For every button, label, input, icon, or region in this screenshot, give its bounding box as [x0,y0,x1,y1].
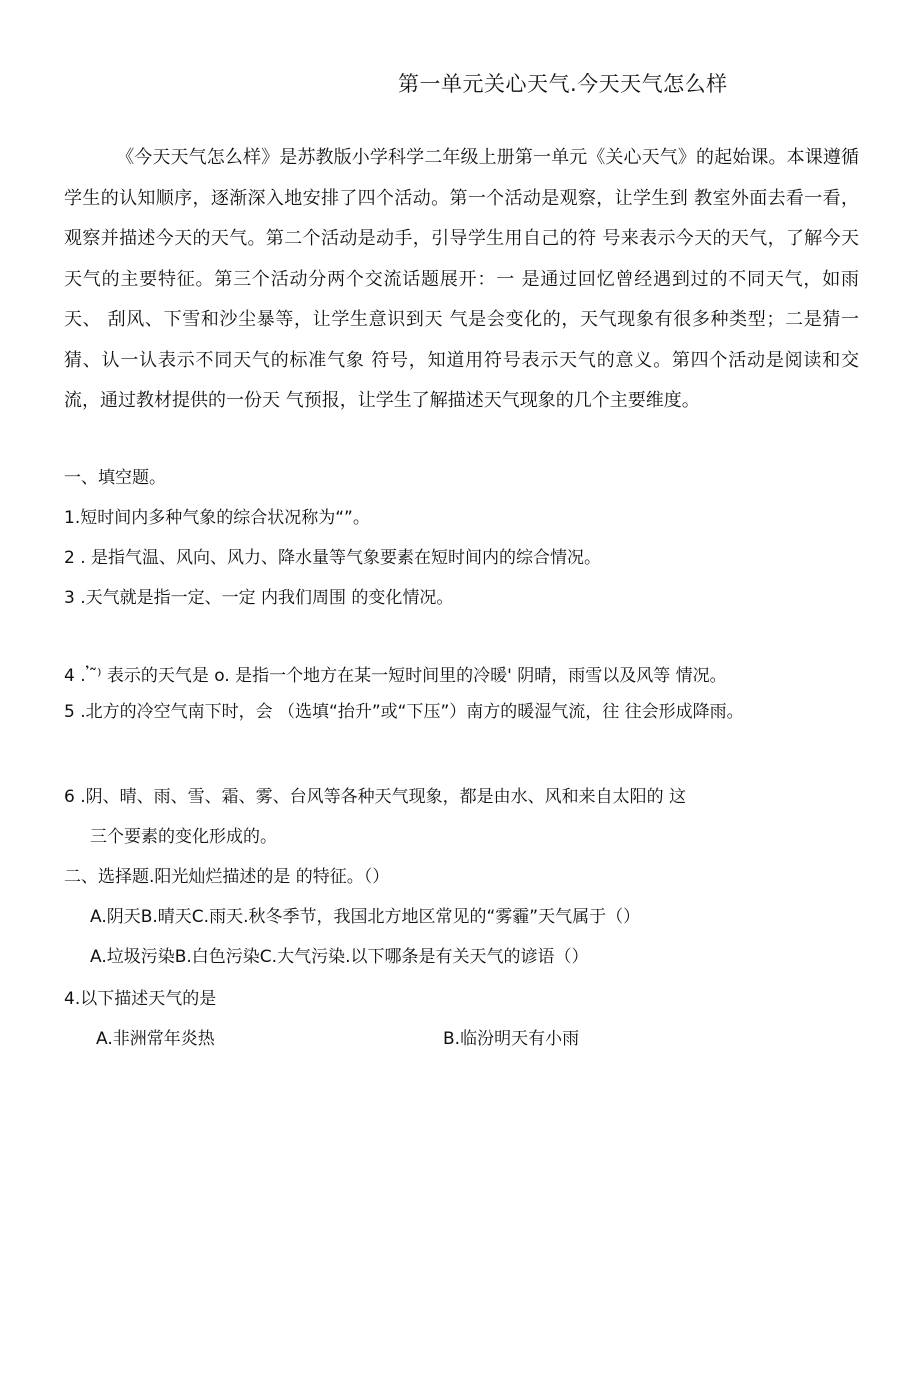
question-2-options-2: A.垃圾污染B.白色污染C.大气污染.以下哪条是有关天气的谚语（） [90,947,589,967]
question-1-2: 2 . 是指气温、风向、风力、降水量等气象要素在短时间内的综合情况。 [64,548,602,568]
intro-paragraph [64,138,859,422]
question-1-6-line1: 6 .阴、晴、雨、雪、霜、雾、台风等各种天气现象，都是由水、风和来自太阳的 这 [64,787,687,807]
question-2-4-option-a: A.非洲常年炎热 [96,1029,215,1049]
section-1-heading: 一、填空题。 [64,468,166,488]
question-1-6-line2: 三个要素的变化形成的。 [90,827,277,847]
question-1-4: 4 .𝄒˜⁾ 表示的天气是 o. 是指一个地方在某一短时间里的冷暖' 阴晴，雨雪以及风等 情况。 [64,666,727,686]
question-2-options-1: A.阴天B.晴天C.雨天.秋冬季节，我国北方地区常见的“雾霾”天气属于（） [90,907,641,927]
question-1-5 [64,692,858,732]
question-1-1: 1.短时间内多种气象的综合状况称为“”。 [64,508,370,528]
question-2-4: 4.以下描述天气的是 [64,989,217,1009]
section-2-heading: 二、选择题.阳光灿烂描述的是 的特征。（） [64,867,390,887]
question-1-5-text: 5 .北方的冷空气南下时，会 （选填“抬升”或“下压”）南方的暖湿气流，往 往会形成降雨。 [64,702,744,722]
document-title: 第一单元关心天气.今天天气怎么样 [398,72,728,96]
intro-text: 《今天天气怎么样》是苏教版小学科学二年级上册第一单元《关心天气》的起始课。本课遵循学生的认知顺序，逐渐深入地安排了四个活动。第一个活动是观察，让学生到 教室外面去看一看，观察并描述今天的天气。第二个活动是动手，引导学生用自己的符 号来表示今天的天气，了解今天天气的主要特征。第三个活动分两个交流话题展开：一 是通过回忆曾经遇到过的不同天气，如雨天、 刮风、下雪和沙尘暴等，让学生意识到天 气是会变化的，天气现象有很多种类型；二是猜一猜、认一认表示不同天气的标准气象 符号，知道用符号表示天气的意义。第四个活动是阅读和交流，通过教材提供的一份天 气预报，让学生了解描述天气现象的几个主要维度。 [64,147,859,411]
question-1-3: 3 .天气就是指一定、一定 内我们周围 的变化情况。 [64,588,454,608]
question-2-4-option-b: B.临汾明天有小雨 [443,1029,580,1049]
